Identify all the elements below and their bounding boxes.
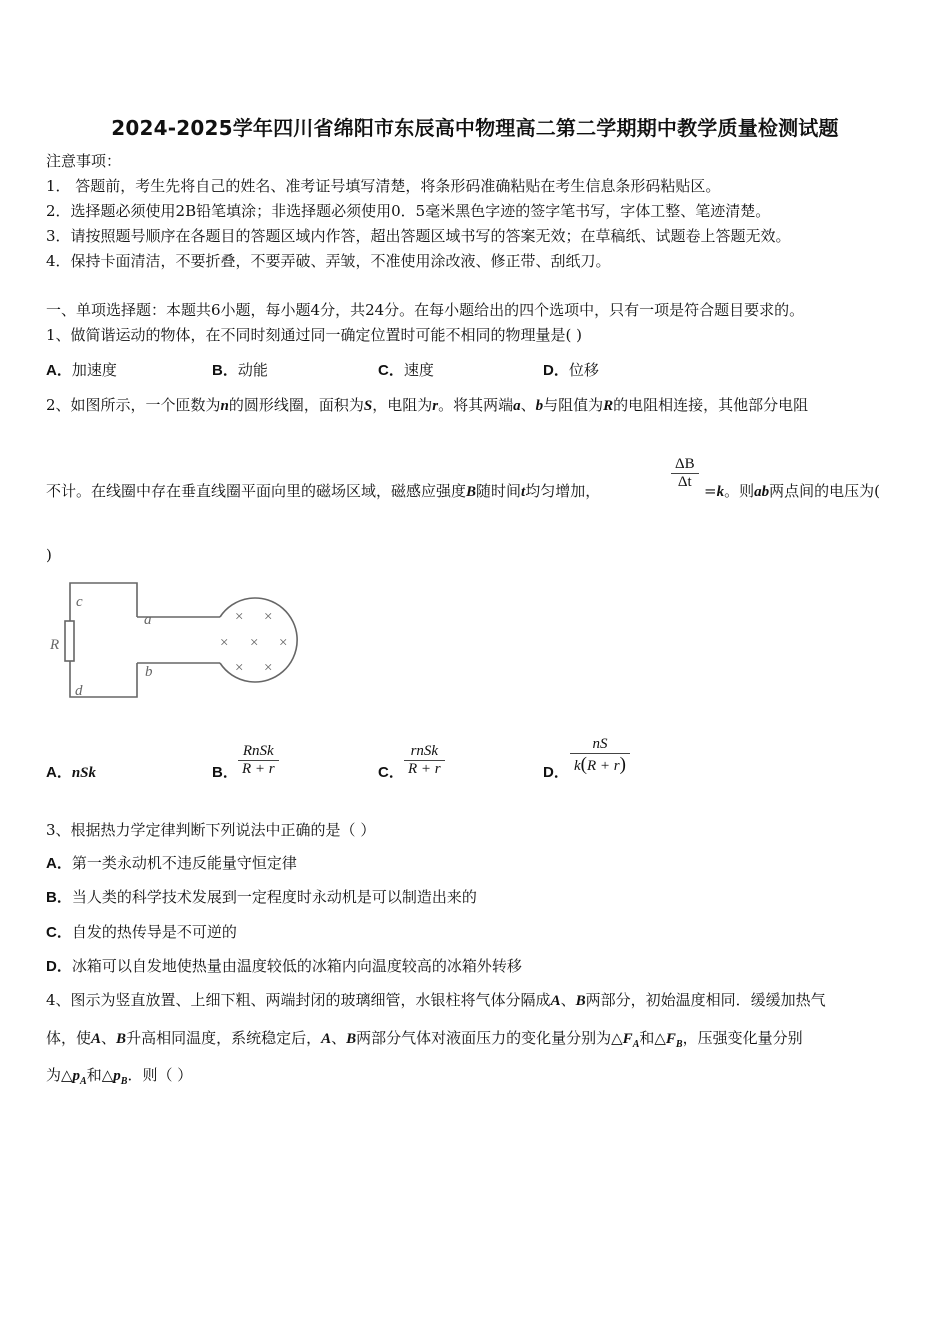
cross-mark: × — [250, 635, 259, 651]
q1-option-d — [543, 360, 599, 381]
q1-option-b — [212, 360, 268, 381]
question-4-line-1: 4、图示为竖直放置、上细下粗、两端封闭的玻璃细管，水银柱将气体分隔成A、B两部分，初始温度相同．缓缓加热气 — [46, 991, 826, 1009]
label-r: R — [50, 637, 60, 653]
option-label: D． — [543, 362, 569, 379]
cross-mark: × — [264, 660, 273, 676]
question-2-line-2b: =k。则ab两点间的电压为( — [704, 482, 880, 500]
q2-option-a: A．nSk — [46, 764, 97, 781]
cross-mark: × — [279, 635, 288, 651]
fraction-db-dt: ΔB Δt — [671, 456, 699, 491]
question-4-line-3: 为$\triangle p_A$和$\triangle p_B$．则（ ） — [46, 1066, 193, 1087]
label-c: c — [76, 594, 83, 610]
option-text: 动能 — [237, 361, 268, 379]
question-3-stem: 3、根据热力学定律判断下列说法中正确的是（ ） — [46, 821, 376, 839]
question-2-line-2a: 不计。在线圈中存在垂直线圈平面向里的磁场区域，磁感应强度B随时间t均匀增加， — [46, 482, 601, 500]
question-2-line-1: 2、如图所示，一个匝数为n的圆形线圈，面积为S，电阻为r。将其两端a、b与阻值为R的电阻相连接，其他部分电阻 — [46, 396, 809, 414]
q2-option-c-label: C． — [378, 764, 404, 781]
notice-item-1: 1． 答题前，考生先将自己的姓名、准考证号填写清楚，将条形码准确粘贴在考生信息条形码粘贴区。 — [46, 177, 721, 195]
question-2-line-3: ) — [46, 546, 52, 564]
exam-title: 2024-2025学年四川省绵阳市东辰高中物理高二第二学期期中教学质量检测试题 — [111, 116, 839, 140]
cross-mark: × — [235, 660, 244, 676]
question-1-stem: 1、做简谐运动的物体，在不同时刻通过同一确定位置时可能不相同的物理量是( ) — [46, 326, 583, 344]
q3-option-a: A．第一类永动机不违反能量守恒定律 — [46, 854, 297, 872]
q2-option-d-label: D． — [543, 764, 569, 781]
cross-mark: × — [235, 609, 244, 625]
notice-item-4: 4．保持卡面清洁，不要折叠，不要弄破、弄皱，不准使用涂改液、修正带、刮纸刀。 — [46, 252, 611, 270]
option-label: A． — [46, 362, 72, 379]
cross-mark: × — [264, 609, 273, 625]
notice-item-3: 3．请按照题号顺序在各题目的答题区域内作答，超出答题区域书写的答案无效；在草稿纸、试题卷上答题无效。 — [46, 227, 791, 245]
question-4-line-2: 体，使A、B升高相同温度，系统稳定后，A、B两部分气体对液面压力的变化量分别为$\triangle F_A$和$\triangle F_B$，压强变化量分别 — [46, 1029, 803, 1050]
q1-option-c — [378, 360, 434, 381]
option-text: 速度 — [403, 361, 434, 379]
notice-item-2: 2．选择题必须使用2B铅笔填涂；非选择题必须使用0．5毫米黑色字迹的签字笔书写，字体工整、笔迹清楚。 — [46, 202, 771, 220]
q2-option-b-label: B． — [212, 764, 238, 781]
label-a: a — [144, 612, 152, 628]
q2-option-c-fraction: rnSk R + r — [404, 743, 445, 778]
q3-option-b: B．当人类的科学技术发展到一定程度时永动机是可以制造出来的 — [46, 888, 477, 906]
option-label: C． — [378, 362, 404, 379]
section-heading: 一、单项选择题：本题共6小题，每小题4分，共24分。在每小题给出的四个选项中，只有一项是符合题目要求的。 — [46, 301, 805, 319]
label-d: d — [75, 683, 83, 699]
cross-mark: × — [220, 635, 229, 651]
q3-option-d: D．冰箱可以自发地使热量由温度较低的冰箱内向温度较高的冰箱外转移 — [46, 957, 522, 975]
circuit-figure — [40, 575, 310, 705]
q2-option-d-fraction: nS k(R + r) — [570, 736, 630, 776]
notice-heading: 注意事项： — [46, 152, 122, 170]
q1-option-a — [46, 360, 117, 381]
option-label: B． — [212, 362, 238, 379]
option-text: 位移 — [568, 361, 599, 379]
label-b: b — [145, 664, 153, 680]
q2-option-b-fraction: RnSk R + r — [238, 743, 279, 778]
option-text: 加速度 — [71, 361, 117, 379]
q3-option-c: C．自发的热传导是不可逆的 — [46, 923, 237, 941]
